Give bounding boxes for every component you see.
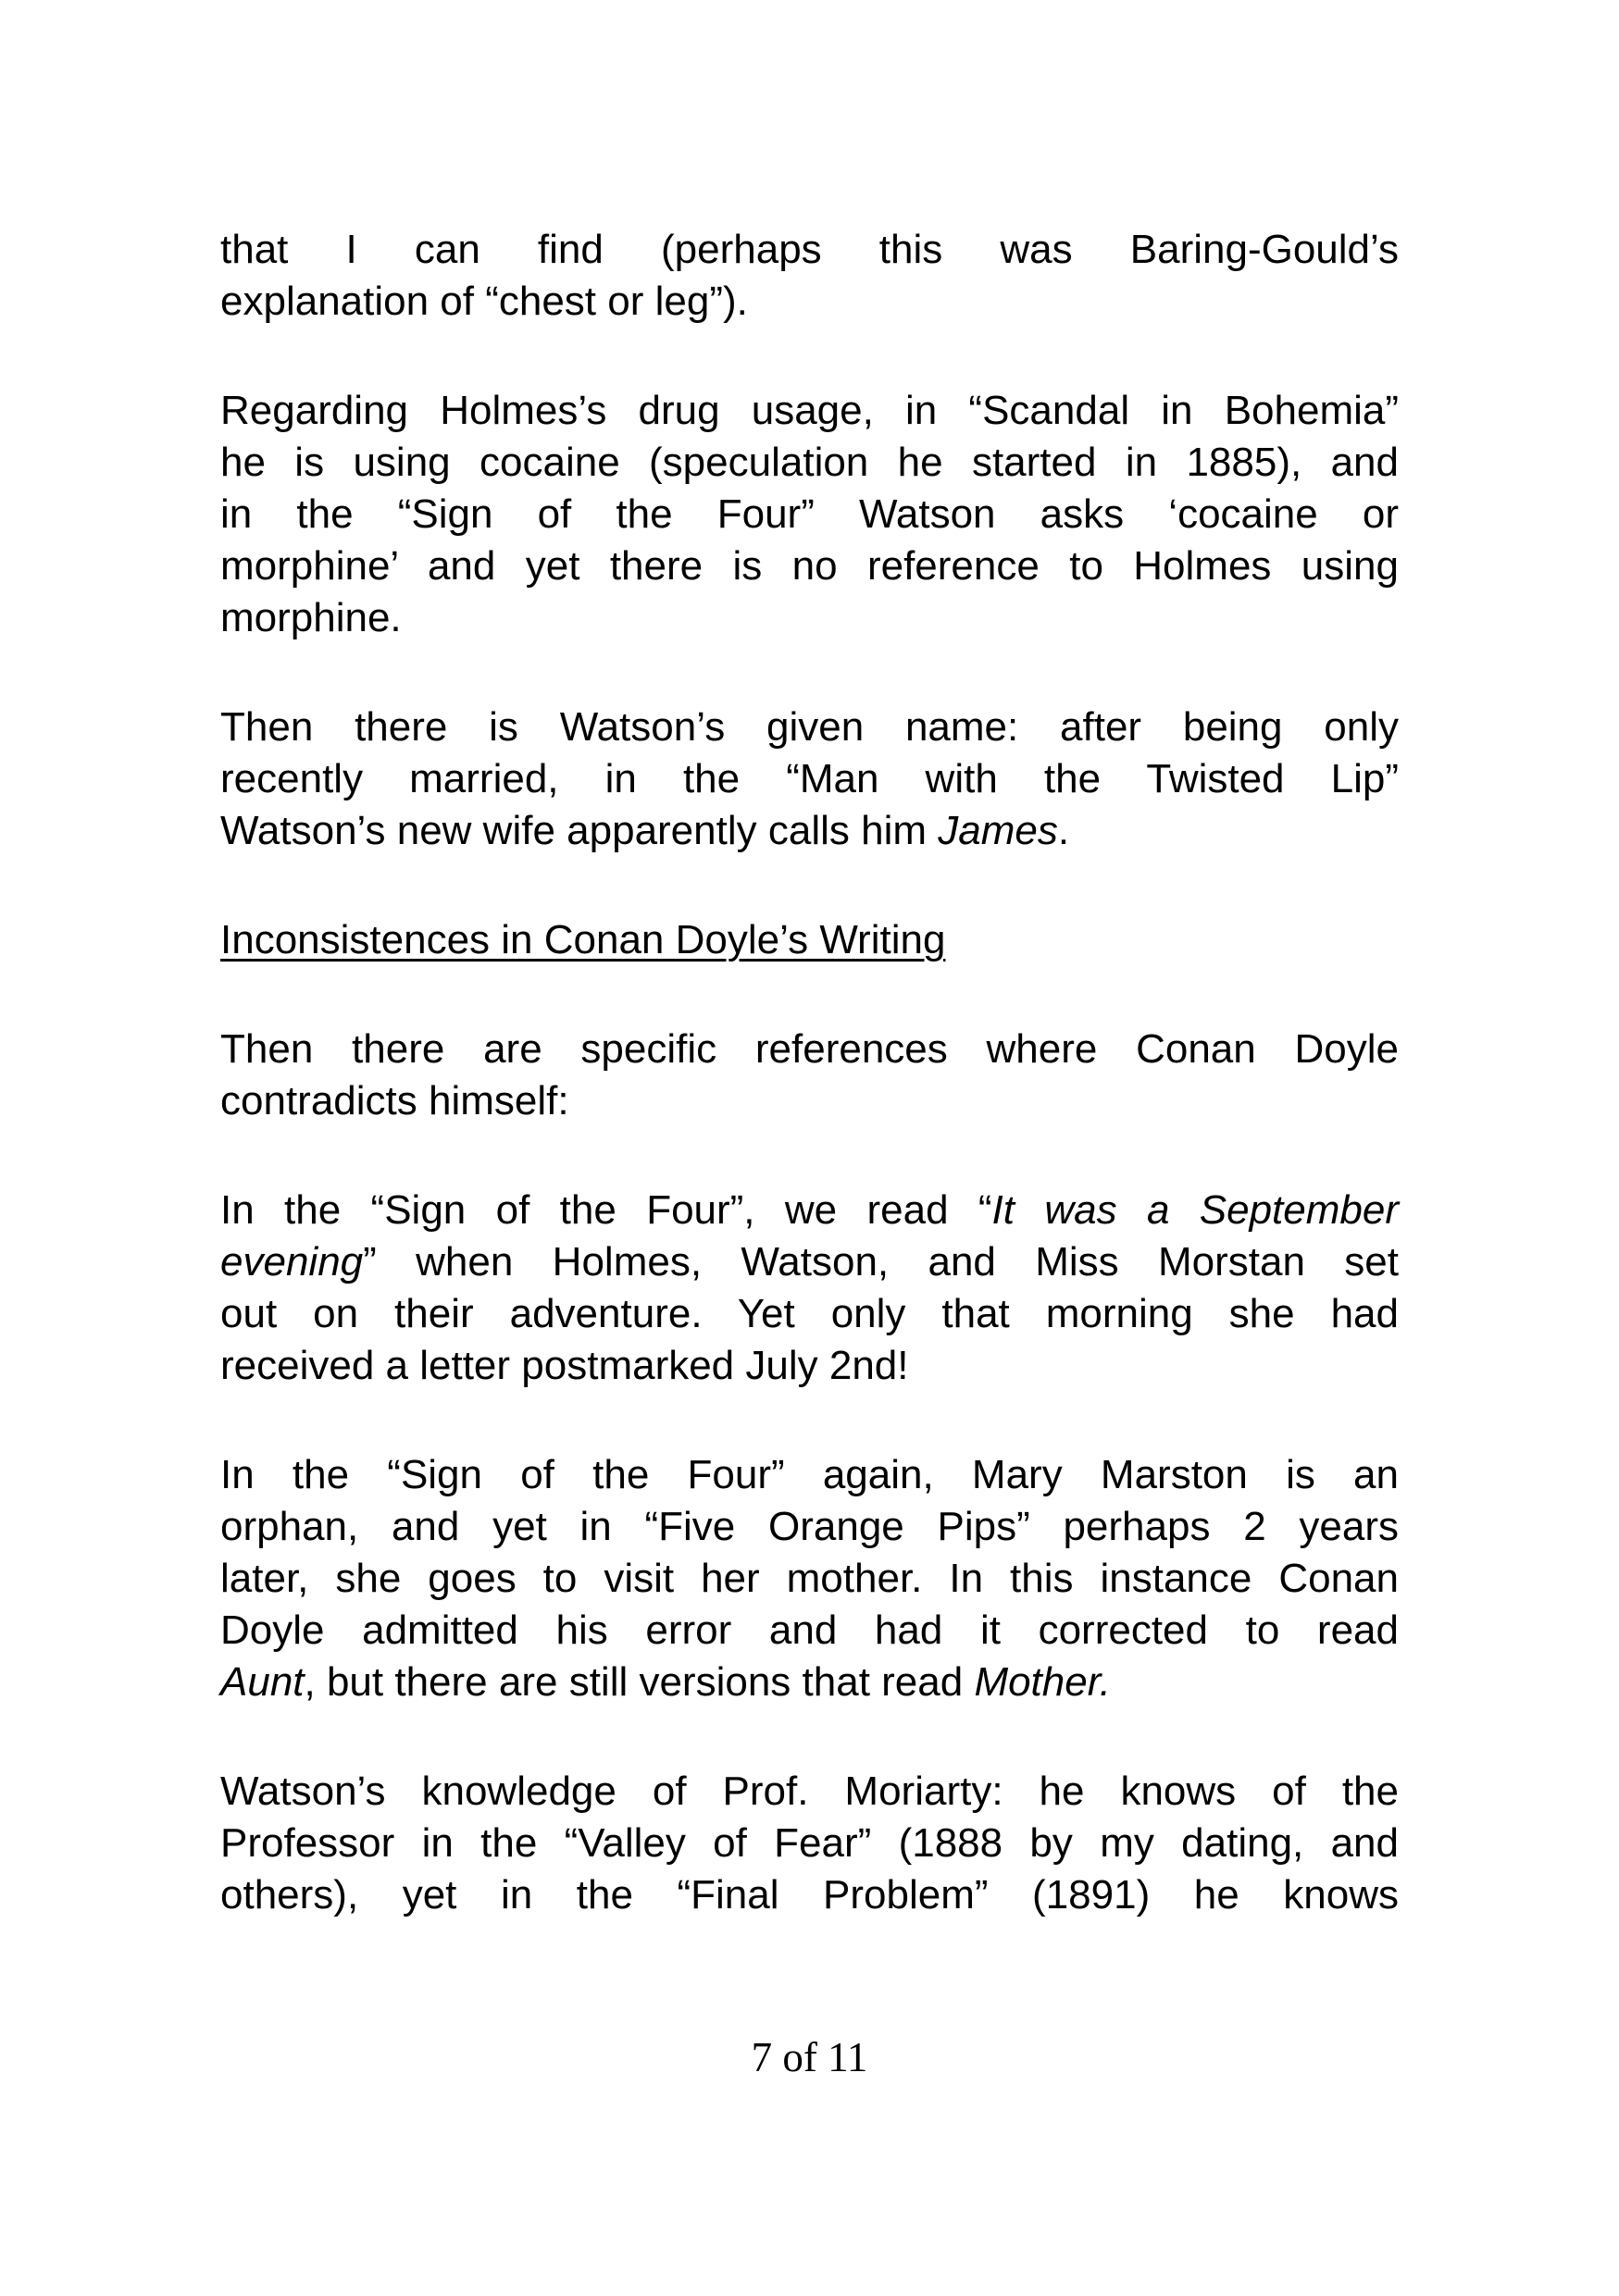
text-line xyxy=(220,1766,1399,1818)
text-segment: Aunt xyxy=(220,1659,305,1705)
text-line xyxy=(220,540,1399,592)
text-segment: Watson’s knowledge of Prof. Moriarty: he knows of the xyxy=(220,1769,1399,1814)
text-line xyxy=(220,1288,1399,1340)
text-segment: . xyxy=(1057,808,1070,853)
text-segment: that I can find (perhaps this was Baring-Gould’s xyxy=(220,227,1399,272)
text-line xyxy=(220,385,1399,437)
paragraph xyxy=(220,1185,1399,1392)
text-line xyxy=(220,1236,1399,1288)
text-line xyxy=(220,276,1399,328)
text-segment: orphan, and yet in “Five Orange Pips” perhaps 2 years xyxy=(220,1504,1399,1549)
text-line xyxy=(220,753,1399,805)
text-segment: Mother. xyxy=(974,1659,1111,1705)
text-segment: he is using cocaine (speculation he started in 1885), and xyxy=(220,440,1399,485)
text-line xyxy=(220,805,1399,857)
text-line xyxy=(220,1024,1399,1075)
text-line xyxy=(220,1340,1399,1392)
text-line xyxy=(220,1185,1399,1236)
paragraph xyxy=(220,385,1399,644)
text-line xyxy=(220,224,1399,276)
text-segment: later, she goes to visit her mother. In this instance Conan xyxy=(220,1556,1399,1601)
text-segment: others), yet in the “Final Problem” (1891) he knows xyxy=(220,1872,1399,1917)
text-line xyxy=(220,1553,1399,1605)
text-line xyxy=(220,1869,1399,1921)
text-line xyxy=(220,1657,1399,1708)
paragraph xyxy=(220,224,1399,328)
paragraph xyxy=(220,1766,1399,1921)
text-segment: recently married, in the “Man with the Twisted Lip” xyxy=(220,756,1399,801)
text-line xyxy=(220,1605,1399,1657)
text-segment: out on their adventure. Yet only that morning she had xyxy=(220,1291,1399,1336)
text-line xyxy=(220,1075,1399,1127)
paragraph xyxy=(220,701,1399,857)
text-segment: in the “Sign of the Four” Watson asks ‘cocaine or xyxy=(220,491,1399,537)
text-line xyxy=(220,592,1399,644)
text-line xyxy=(220,1818,1399,1869)
text-segment: ” when Holmes, Watson, and Miss Morstan set xyxy=(363,1239,1399,1285)
paragraph xyxy=(220,1024,1399,1127)
text-segment: Watson’s new wife apparently calls him xyxy=(220,808,939,853)
paragraph xyxy=(220,1449,1399,1708)
text-segment: contradicts himself: xyxy=(220,1078,569,1123)
text-segment: explanation of “chest or leg”). xyxy=(220,279,748,324)
text-line xyxy=(220,489,1399,540)
text-segment: morphine. xyxy=(220,595,402,640)
document-body xyxy=(220,224,1399,1921)
text-segment: morphine’ and yet there is no reference to Holmes using xyxy=(220,543,1399,589)
text-line xyxy=(220,914,1399,966)
text-segment: James xyxy=(938,808,1058,853)
text-segment: Inconsistences in Conan Doyle’s Writing xyxy=(220,917,946,962)
text-segment: Then there is Watson’s given name: after being only xyxy=(220,704,1399,750)
text-segment: , but there are still versions that read xyxy=(304,1659,975,1705)
text-segment: evening xyxy=(220,1239,364,1285)
text-segment: In the “Sign of the Four” again, Mary Marston is an xyxy=(220,1452,1399,1497)
page-number: 7 of 11 xyxy=(751,2034,868,2080)
section-heading xyxy=(220,914,1399,966)
text-segment: received a letter postmarked July 2nd! xyxy=(220,1343,909,1388)
text-line xyxy=(220,701,1399,753)
text-segment: Regarding Holmes’s drug usage, in “Scandal in Bohemia” xyxy=(220,388,1399,433)
text-segment: It was a September xyxy=(991,1187,1399,1233)
text-segment: Professor in the “Valley of Fear” (1888 by my dating, and xyxy=(220,1820,1399,1866)
text-line xyxy=(220,1449,1399,1501)
text-segment: In the “Sign of the Four”, we read “ xyxy=(220,1187,992,1233)
text-segment: Then there are specific references where Conan Doyle xyxy=(220,1026,1399,1072)
text-line xyxy=(220,1501,1399,1553)
page-footer xyxy=(0,2031,1619,2083)
text-line xyxy=(220,437,1399,489)
text-segment: Doyle admitted his error and had it corrected to read xyxy=(220,1607,1399,1653)
